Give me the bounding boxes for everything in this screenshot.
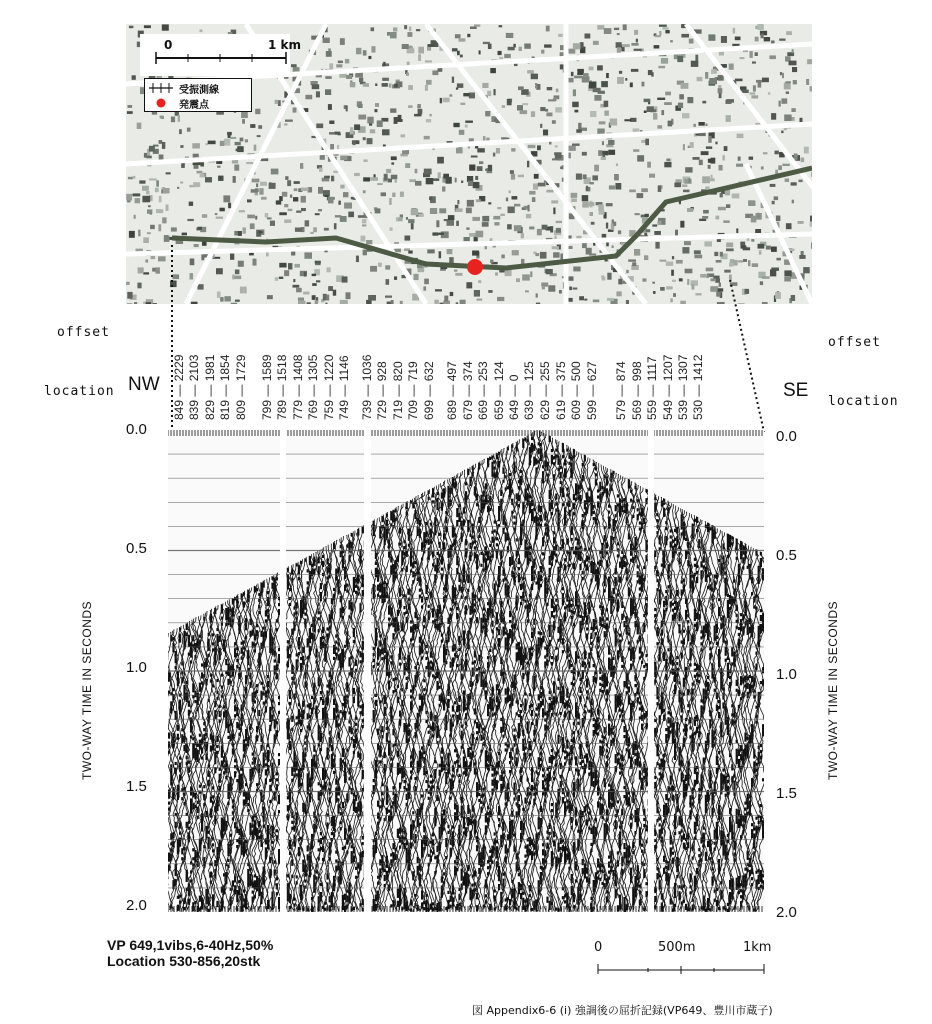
trace-label: 849 — 2229 bbox=[172, 354, 186, 420]
trace-label: 699 — 632 bbox=[422, 361, 436, 420]
trace-label: 669 — 253 bbox=[476, 361, 490, 420]
time-tick-left: 1.5 bbox=[126, 778, 147, 795]
trace-label: 609 — 500 bbox=[569, 361, 583, 420]
offset-label-right: offset bbox=[828, 335, 881, 350]
legend-receiver-line: 受振測線 bbox=[179, 85, 219, 96]
time-tick-right: 0.0 bbox=[776, 428, 797, 445]
map-scale-end: 1 km bbox=[268, 38, 302, 52]
trace-label: 739 — 1036 bbox=[360, 354, 374, 420]
trace-label: 799 — 1589 bbox=[260, 354, 274, 420]
direction-nw: NW bbox=[128, 374, 160, 395]
trace-label: 809 — 1729 bbox=[234, 354, 248, 420]
trace-label: 819 — 1854 bbox=[218, 354, 232, 420]
time-tick-right: 1.5 bbox=[776, 785, 797, 802]
map-scale-start: 0 bbox=[164, 38, 173, 52]
trace-label: 559 — 1117 bbox=[645, 356, 659, 420]
trace-label: 679 — 374 bbox=[461, 361, 475, 420]
trace-label: 759 — 1220 bbox=[322, 354, 336, 420]
trace-label: 579 — 874 bbox=[614, 361, 628, 420]
trace-label: 569 — 998 bbox=[630, 361, 644, 420]
direction-se: SE bbox=[783, 380, 809, 401]
time-tick-left: 1.0 bbox=[126, 659, 147, 676]
time-axis-title-left: TWO-WAY TIME IN SECONDS bbox=[80, 600, 94, 780]
vp-info: VP 649,1vibs,6-40Hz,50% bbox=[107, 937, 274, 953]
time-axis-title-right: TWO-WAY TIME IN SECONDS bbox=[826, 600, 840, 780]
location-label-right: location bbox=[828, 394, 899, 409]
trace-label: 530 — 1412 bbox=[691, 354, 705, 420]
trace-label: 629 — 255 bbox=[538, 361, 552, 420]
trace-label: 539 — 1307 bbox=[676, 354, 690, 420]
trace-label: 709 — 719 bbox=[406, 361, 420, 420]
time-tick-left: 2.0 bbox=[126, 897, 147, 914]
trace-label: 749 — 1146 bbox=[337, 355, 351, 420]
trace-label: 729 — 928 bbox=[375, 361, 389, 420]
trace-label: 619 — 375 bbox=[554, 361, 568, 420]
section-scale-bar bbox=[588, 940, 778, 980]
time-tick-right: 0.5 bbox=[776, 547, 797, 564]
trace-label: 719 — 820 bbox=[391, 361, 405, 420]
scale-500m: 500m bbox=[658, 940, 696, 955]
location-info: Location 530-856,20stk bbox=[107, 953, 261, 969]
figure-caption: 図 Appendix6-6 (i) 強調後の屈折記録(VP649、豊川市蔵子) bbox=[472, 1004, 773, 1017]
location-label-left: location bbox=[44, 384, 115, 399]
legend-source-point: 発震点 bbox=[179, 100, 209, 111]
trace-label: 769 — 1305 bbox=[306, 354, 320, 420]
acquisition-info bbox=[107, 937, 273, 969]
trace-label: 689 — 497 bbox=[445, 361, 459, 420]
time-tick-left: 0.0 bbox=[126, 421, 147, 438]
scale-1km: 1km bbox=[743, 940, 772, 955]
seismic-shot-record bbox=[168, 430, 764, 912]
time-tick-right: 2.0 bbox=[776, 904, 797, 921]
time-tick-right: 1.0 bbox=[776, 666, 797, 683]
trace-label: 789 — 1518 bbox=[275, 354, 289, 420]
scale-0: 0 bbox=[594, 940, 603, 955]
trace-label: 549 — 1207 bbox=[661, 354, 675, 420]
offset-label-left: offset bbox=[57, 325, 110, 340]
trace-label: 829 — 1981 bbox=[203, 354, 217, 420]
trace-label: 599 — 627 bbox=[585, 361, 599, 420]
trace-label: 649 — 0 bbox=[507, 374, 521, 420]
time-tick-left: 0.5 bbox=[126, 540, 147, 557]
trace-label: 639 — 125 bbox=[522, 361, 536, 420]
trace-label: 779 — 1408 bbox=[291, 354, 305, 420]
trace-label: 839 — 2103 bbox=[187, 354, 201, 420]
trace-label: 659 — 124 bbox=[492, 361, 506, 420]
